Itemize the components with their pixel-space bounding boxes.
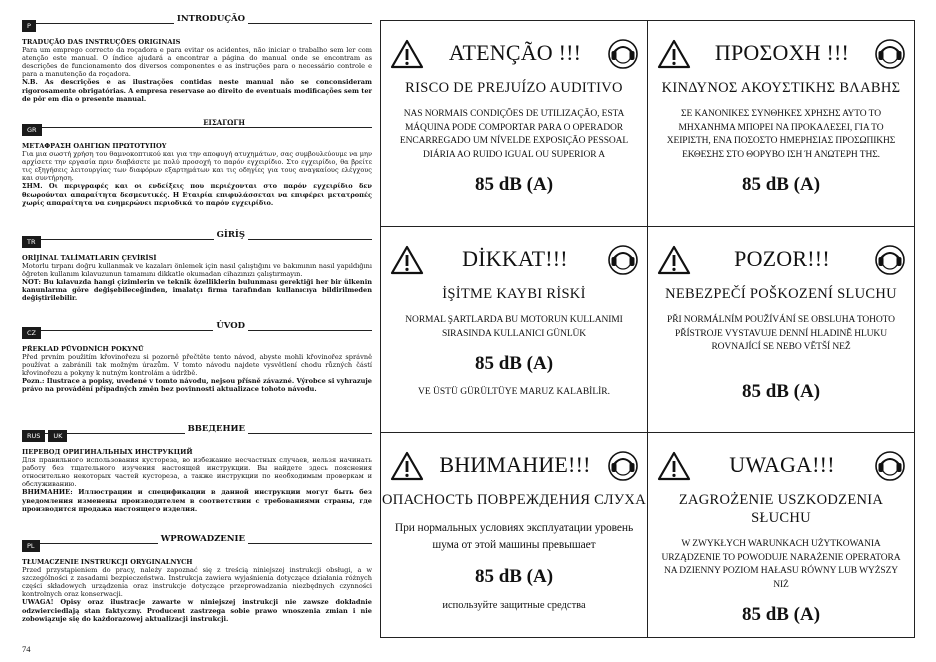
section-text: Motorlu tırpanı doğru kullanmak ve kazaları önlemek için nasıl çalıştığını ve bakımının nasıl yapıldığını öğreten kullanım kılavuzunun tamamını dikkatle okumadan cihazınızı çalıştırmayın. <box>22 262 372 279</box>
warning-description: PŘI NORMÁLNÍM POUŽÍVÁNÍ SE OBSLUHA TOHOTO PŘÍSTROJE VYSTAVUJE DENNÍ HLADINĚ HLUKU ROVNAJÍCÍ SE NEBO VĚTŠÍ NEŽ <box>667 315 895 352</box>
section-cz <box>22 321 372 394</box>
section-subtitle: ΜΕΤΑΦΡΑΣΗ ΟΔΗΓΙΩΝ ΠΡΩΤΟΤΥΠΟΥ <box>22 142 167 150</box>
warning-risk: ΚΙΝΔΥΝΟΣ ΑΚΟΥΣΤΙΚΗΣ ΒΛΑΒΗΣ <box>661 80 901 96</box>
lang-badge: CZ <box>22 327 41 339</box>
section-title: WPROWADZENIE <box>158 534 248 544</box>
warning-triangle-icon <box>657 245 691 275</box>
warning-triangle-icon <box>657 451 691 481</box>
section-note: ВНИМАНИЕ: Иллюстрации и спецификации в данной инструкции могут быть без уведомления изменены производителем в соответствии с требованиями страны, где производится продажа настоящего изделия. <box>22 488 372 513</box>
warning-risk: ZAGROŻENIE USZKODZENIA SŁUCHU <box>678 492 884 526</box>
ear-protection-icon <box>875 451 905 481</box>
noise-level: 85 dB (A) <box>741 604 821 625</box>
warning-description: ΣΕ ΚΑΝΟΝΙΚΕΣ ΣΥΝΘΗΚΕΣ ΧΡΗΣΗΣ ΑΥΤΟ ΤΟ ΜΗΧΑΝΗΜΑ ΜΠΟΡΕΙ ΝΑ ΠΡΟΚΑΛΕΣΕΙ, ΓΙΑ ΤΟ ΧΕΙΡΙΣΤΗ, ΕΝΑ ΠΟΣΟΣΤΟ ΗΜΕΡΗΣΙΑΣ ΠΡΟΣΩΠΙΚΗΣ ΕΚΘΕΣΗΣ ΣΤΟ ΘΟΡΥΒΟ ΙΣΗ Ή ΑΝΩΤΕΡΗ ΤΗΣ. <box>666 109 896 160</box>
section-ru <box>22 424 372 513</box>
warning-risk: İŞİTME KAYBI RİSKİ <box>442 286 586 302</box>
warning-card-gr <box>648 21 914 226</box>
section-title: INTRODUÇÃO <box>174 14 248 24</box>
warning-risk: ОПАСНОСТЬ ПОВРЕЖДЕНИЯ СЛУХА <box>382 492 646 508</box>
section-pl <box>22 534 372 623</box>
section-note: ΣΗΜ. Οι περιγραφές και οι ενδείξεις που περιέχονται στο παρόν εγχειρίδιο δεν θεωρούνται απαραίτητα δεσμευτικές. Η Εταιρία επιφυλάσσεται να επιφέρει μετατροπές χωρίς απαραίτητα να ενημερώνει περιοδικά το παρόν εγχειρίδιο. <box>22 182 372 207</box>
lang-badge: UK <box>48 430 67 442</box>
warning-title: ВНИМАНИЕ!!! <box>439 452 591 477</box>
section-header <box>22 534 372 550</box>
section-subtitle: ПЕРЕВОД ОРИГИНАЛЬНЫХ ИНСТРУКЦИЙ <box>22 448 193 456</box>
warning-extra: используйте защитные средства <box>442 600 586 611</box>
section-subtitle: PŘEKLAD PŮVODNÍCH POKYNŮ <box>22 345 144 353</box>
section-body <box>22 345 372 394</box>
section-gr <box>22 118 372 207</box>
warning-extra: VE ÜSTÜ GÜRÜLTÜYE MARUZ KALABİLİR. <box>417 387 611 397</box>
section-text: Před prvním použitím křovinořezu si pozorně přečtěte tento návod, abyste mohli křovinořez správně používat a zabránili tak možným úrazům. V tomto návodu najdete vysvětlení chodu různých částí křovinořezu a pokyny k nutným kontrolám a údržbě. <box>22 353 372 378</box>
noise-level: 85 dB (A) <box>474 353 554 374</box>
warning-card-cz <box>648 227 914 432</box>
section-subtitle: TŁUMACZENIE INSTRUKCJI ORYGINALNYCH <box>22 558 193 566</box>
section-text: Para um emprego correcto da roçadora e para evitar os acidentes, não iniciar o trabalho sem ler com atenção este manual. O índice ajudará a encontrar a página do manual onde se encontram as descrições de funcionamento dos diversos componentes e as instruções para o necessário controle e para a manutenção da roçadora. <box>22 46 372 79</box>
section-pt <box>22 14 372 103</box>
section-title: ΕΙΣΑΓΩΓΗ <box>200 118 248 127</box>
ear-protection-icon <box>608 245 638 275</box>
section-header <box>22 321 372 337</box>
section-body <box>22 558 372 623</box>
section-subtitle: ORİJİNAL TALİMATLARIN ÇEVİRİSİ <box>22 254 157 262</box>
lang-badge: RUS <box>22 430 45 442</box>
warning-risk: NEBEZPEČÍ POŠKOZENÍ SLUCHU <box>665 286 897 302</box>
section-body <box>22 448 372 513</box>
section-note: UWAGA! Opisy oraz ilustracje zawarte w niniejszej instrukcji nie zawsze dokładnie odzwierciedlają stan faktyczny. Producent zastrzega sobie prawo wnoszenia zmian i nie zobowiązuje się do każdorazowej aktualizacji instrukcji. <box>22 598 372 623</box>
warning-triangle-icon <box>390 39 424 69</box>
ear-protection-icon <box>875 245 905 275</box>
section-text: Для правильного использования кустореза, во избежание несчастных случаев, нельзя начинать работу без тщательного изучения настоящей инструкции. Вы найдете здесь пояснения относительно некоторых частей кустореза, а также инструкции по необходимым проверкам и обслуживанию. <box>22 456 372 489</box>
section-note: Pozn.: Ilustrace a popisy, uvedené v tomto návodu, nejsou přísně závazné. Výrobce si vyhrazuje právo na provádění případných změn bez povinnosti aktualizace tohoto návodu. <box>22 377 372 394</box>
section-tr <box>22 230 372 303</box>
section-title: ÚVOD <box>213 321 248 331</box>
warning-description: NORMAL ŞARTLARDA BU MOTORUN KULLANIMI SIRASINDA KULLANICI GÜNLÜK <box>405 315 623 339</box>
noise-level: 85 dB (A) <box>741 174 821 195</box>
lang-badge: TR <box>22 236 41 248</box>
section-header <box>22 230 372 246</box>
warning-title: POZOR!!! <box>734 246 830 271</box>
section-title: ВВЕДЕНИЕ <box>185 424 248 434</box>
section-header <box>22 14 372 30</box>
warning-title: UWAGA!!! <box>729 452 835 477</box>
section-body <box>22 254 372 303</box>
warning-triangle-icon <box>390 451 424 481</box>
warning-card-ru <box>381 433 647 639</box>
ear-protection-icon <box>608 451 638 481</box>
section-title: GİRİŞ <box>214 230 248 240</box>
lang-badge: P <box>22 20 36 32</box>
warning-grid <box>380 20 915 638</box>
noise-level: 85 dB (A) <box>474 174 554 195</box>
noise-level: 85 dB (A) <box>741 380 821 402</box>
warning-card-tr <box>381 227 647 432</box>
warning-triangle-icon <box>657 39 691 69</box>
lang-badge: GR <box>22 124 42 136</box>
section-subtitle: TRADUÇÃO DAS INSTRUÇÕES ORIGINAIS <box>22 38 181 46</box>
section-header <box>22 118 372 134</box>
section-text: Για μια σωστή χρήση του θαμνοκοπτικού και για την αποφυγή ατυχημάτων, σας συμβουλεύουμε να μην αρχίσετε την εργασία πριν διαβάσετε με πολύ προσοχή το παρόν εγχειρίδιο. Στο εγχειρίδιο, θα βρείτε τις εξηγήσεις λειτουργίας των διαφόρων εξαρτημάτων και τις οδηγίες για τους αναγκαίους ελέγχους και συντήρηση. <box>22 150 372 183</box>
warning-card-pt <box>381 21 647 226</box>
warning-title: ΠΡΟΣΟΧΗ !!! <box>714 40 850 65</box>
page-number: 74 <box>22 644 31 654</box>
warning-description: NAS NORMAIS CONDIÇÕES DE UTILIZAÇÃO, ESTA MÁQUINA PODE COMPORTAR PARA O OPERADOR ENCARREGADO UM NÍVELDE EXPOSIÇÃO PESSOAL DIÁRIA AO RUIDO IGUAL OU SUPERIOR A <box>399 109 629 160</box>
warning-description: W ZWYKŁYCH WARUNKACH UŻYTKOWANIA URZĄDZENIE TO POWODUJE NARAŻENIE OPERATORA NA DZIENNY POZIOM HAŁASU RÓWNY LUB WYŻSZY NIŻ <box>661 539 901 590</box>
lang-badge: PL <box>22 540 40 552</box>
warning-title: ATENÇÃO !!! <box>448 40 582 65</box>
ear-protection-icon <box>875 39 905 69</box>
ear-protection-icon <box>608 39 638 69</box>
section-text: Przed przystąpieniem do pracy, należy zapoznać się z treścią niniejszej instrukcji obsługi, a w szczególności z zasadami bezpieczeństwa. Instrukcja zawiera wyjaśnienia dotyczące działania różnych części składowych urządzenia oraz instrukcje dotyczące przeprowadzania niezbędnych czynności kontrolnych oraz konserwacji. <box>22 566 372 599</box>
warning-risk: RISCO DE PREJUÍZO AUDITIVO <box>405 80 623 96</box>
section-body <box>22 142 372 207</box>
noise-level: 85 dB (A) <box>474 566 554 587</box>
warning-description: При нормальных условиях эксплуатации уровень шума от этой машины превышает <box>394 522 634 551</box>
section-note: N.B. As descrições e as ilustrações contidas neste manual não se conconsideram rigorosamente obrigatórias. A empresa reservase ao direito de eventuais modificações sem ter de pôr em dia o presente manual. <box>22 78 372 103</box>
section-body <box>22 38 372 103</box>
warning-triangle-icon <box>390 245 424 275</box>
warning-card-pl <box>648 433 914 639</box>
warning-title: DİKKAT!!! <box>462 246 568 271</box>
section-header <box>22 424 372 440</box>
section-note: NOT: Bu kılavuzda hangi çizimlerin ve teknik özelliklerin bulunması gerektiği her bir ülkenin kanunlarına göre değişebileceğinden, imalatçı firma tarafından kullanıcıya bildirilmeden değiştirilebilir. <box>22 278 372 303</box>
